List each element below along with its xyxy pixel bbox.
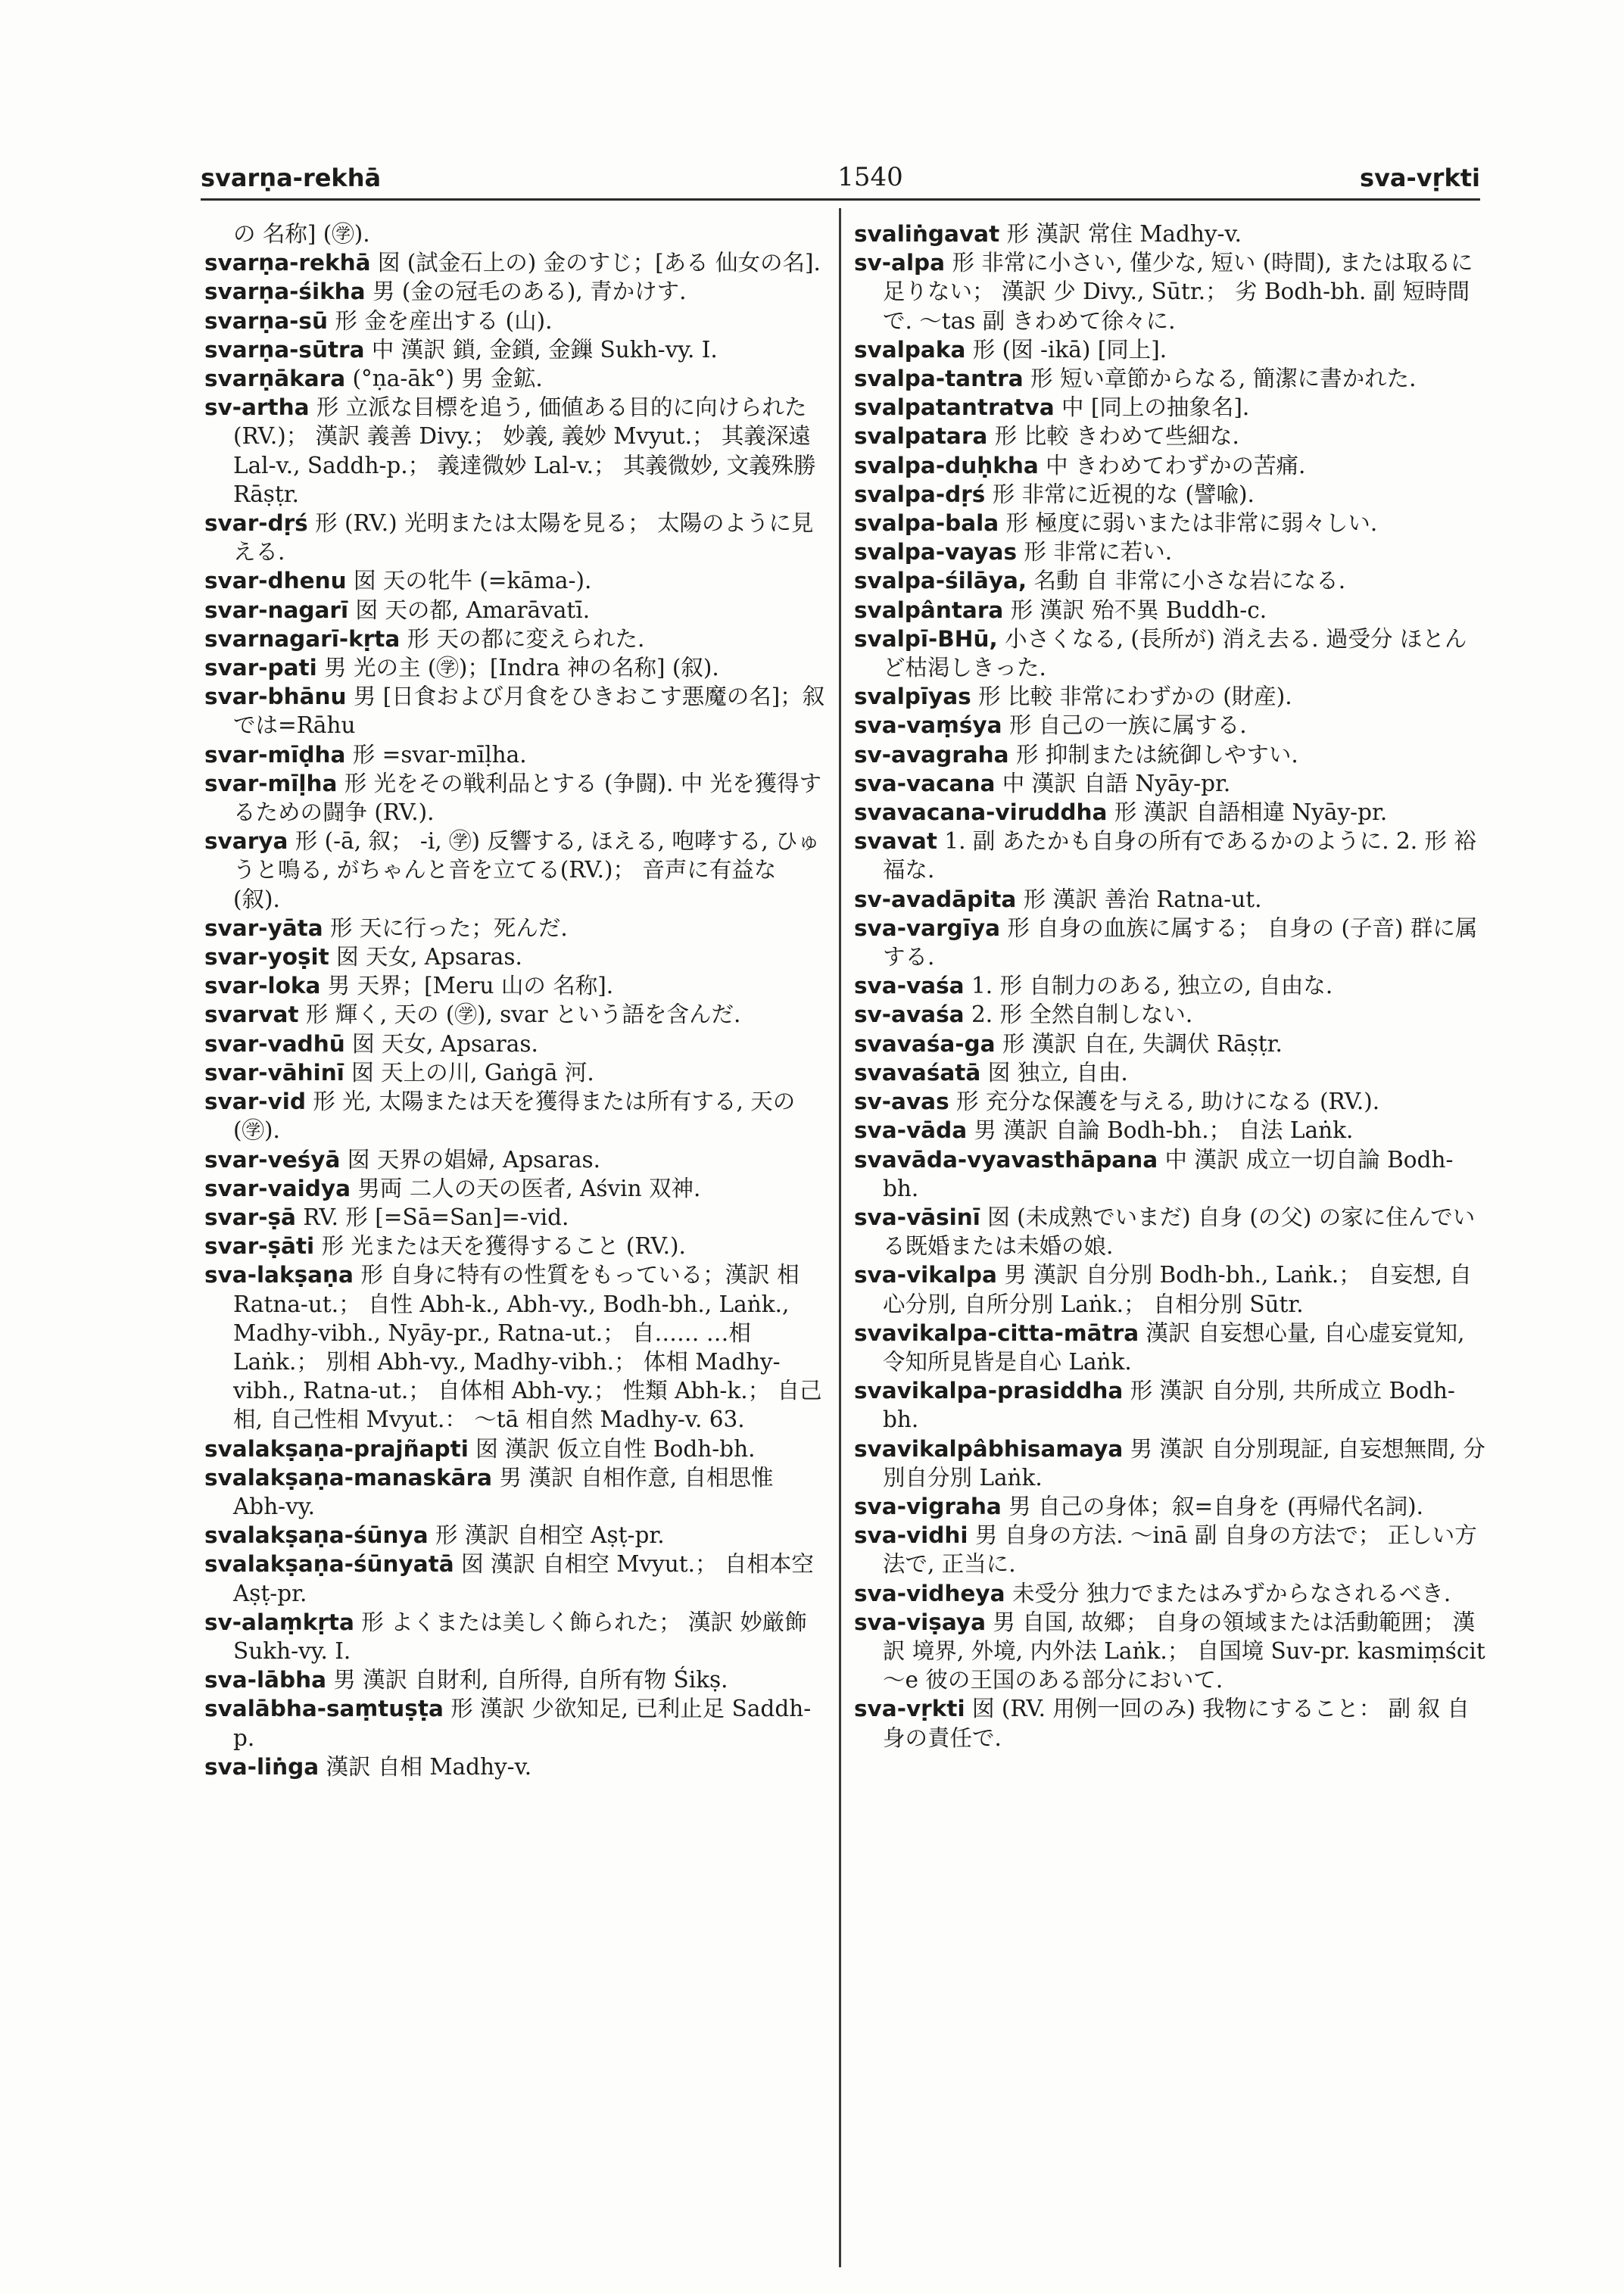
dictionary-entry: [204, 827, 825, 914]
dictionary-entry: [854, 625, 1486, 682]
dictionary-entry: [854, 1116, 1486, 1145]
dictionary-entry: [204, 335, 825, 364]
entry-definition: 囡 天女, Apsaras.: [352, 1030, 538, 1057]
dictionary-entry: [204, 248, 825, 277]
entry-headword: svavikalpa-citta-mātra: [854, 1319, 1139, 1346]
entry-definition: 形 (囡 -ikā) [同上].: [972, 336, 1167, 363]
dictionary-entry: [204, 1521, 825, 1550]
dictionary-entry: [854, 509, 1486, 537]
entry-headword: sva-lakṣaṇa: [204, 1262, 354, 1288]
entry-headword: svavaśa-ga: [854, 1030, 996, 1057]
entry-definition: 男 漢訳 自相作意, 自相思惟 Abh-vy.: [233, 1464, 774, 1519]
dictionary-entry: [854, 566, 1486, 595]
entry-headword: svarṇākara: [204, 366, 346, 392]
entry-definition: 男 漢訳 自論 Bodh-bh.； 自法 Laṅk.: [974, 1117, 1354, 1144]
entry-definition: 形 天の都に変えられた.: [407, 625, 645, 652]
entry-headword: sv-avas: [854, 1089, 949, 1115]
entry-definition: 囡 天女, Apsaras.: [336, 944, 522, 970]
dictionary-entry: [204, 1435, 825, 1463]
entry-headword: svalpaka: [854, 336, 966, 363]
entry-definition: 男 [日食および月食をひきおこす悪魔の名]；叙 では=Rāhu: [233, 684, 825, 739]
entry-definition: 囡 漢訳 自相空 Mvyut.； 自相本空 Aṣṭ-pr.: [233, 1551, 814, 1606]
entry-definition: 1. 副 あたかも自身の所有であるかのように. 2. 形 裕福な.: [883, 828, 1476, 883]
entry-definition: 中 漢訳 成立一切自論 Bodh-bh.: [883, 1146, 1454, 1201]
entry-definition: 男 (金の冠毛のある), 青かけす.: [372, 279, 687, 305]
entry-headword: svavat: [854, 828, 937, 855]
entry-definition: 形 漢訳 自分別, 共所成立 Bodh-bh.: [883, 1378, 1455, 1433]
dictionary-entry: [204, 740, 825, 769]
entry-definition: RV. 形 [=Sā=San]=-vid.: [303, 1204, 569, 1230]
entry-definition: 形 (-ā, 叙； -i, ㊫) 反響する, ほえる, 咆哮する, ひゅうと鳴る, がちゃんと音を立てる(RV.)； 音声に有益な (叙).: [233, 828, 821, 912]
entry-definition: 形 光, 太陽または天を獲得または所有する, 天の (㊫).: [233, 1089, 796, 1144]
dictionary-entry: [854, 1521, 1486, 1578]
dictionary-entry: [854, 827, 1486, 884]
dictionary-entry: [854, 451, 1486, 480]
entry-definition: 囡 天界の娼婦, Apsaras.: [347, 1146, 601, 1173]
entry-headword: sva-vigraha: [854, 1493, 1002, 1519]
dictionary-entry: [854, 1492, 1486, 1521]
entry-headword: svalakṣaṇa-śūnya: [204, 1522, 429, 1549]
entry-headword: svarya: [204, 828, 288, 855]
entry-definition: 囡 (試金石上の) 金のすじ；[ある 仙女の名].: [377, 250, 821, 276]
entry-definition: 形 極度に弱いまたは非常に弱々しい.: [1005, 510, 1378, 537]
entry-headword: sva-vāda: [854, 1117, 968, 1144]
dictionary-entry: [204, 625, 825, 653]
entry-definition: 1. 形 自制力のある, 独立の, 自由な.: [971, 973, 1333, 999]
entry-headword: sva-viṣaya: [854, 1609, 986, 1635]
entry-headword: svar-vadhū: [204, 1030, 345, 1057]
entry-headword: svar-ṣāti: [204, 1233, 315, 1260]
dictionary-entry: [204, 653, 825, 682]
entry-definition: 形 抑制または統御しやすい.: [1015, 741, 1298, 768]
dictionary-entry: [204, 1752, 825, 1781]
entry-headword: svalpa-duḥkha: [854, 452, 1039, 478]
dictionary-entry: [204, 1145, 825, 1174]
dictionary-entry: [854, 711, 1486, 740]
dictionary-entry: [854, 914, 1486, 971]
dictionary-entry: [854, 1260, 1486, 1318]
entry-headword: svar-veśyā: [204, 1146, 341, 1173]
dictionary-entry: [204, 914, 825, 942]
entry-definition: 形 光をその戦利品とする (争闘). 中 光を獲得するための闘争 (RV.).: [233, 770, 822, 826]
entry-definition: 漢訳 自相 Madhy-v.: [326, 1753, 532, 1780]
entry-definition: 形 比較 非常にわずかの (財産).: [978, 684, 1292, 710]
entry-definition: の 名称] (㊫).: [233, 221, 370, 247]
dictionary-entry: [854, 1319, 1486, 1376]
entry-definition: 小さくなる, (長所が) 消え去る. 過受分 ほとんど枯渇しきった.: [883, 625, 1467, 681]
dictionary-entry: [854, 885, 1486, 914]
dictionary-entry: [204, 682, 825, 740]
entry-headword: sv-avaśa: [854, 1002, 965, 1028]
entry-definition: 囡 漢訳 仮立自性 Bodh-bh.: [475, 1435, 756, 1462]
dictionary-entry: [204, 220, 825, 248]
entry-definition: 男 光の主 (㊫)；[Indra 神の名称] (叙).: [324, 655, 719, 681]
entry-headword: svavāda-vyavasthāpana: [854, 1146, 1158, 1173]
entry-headword: svalakṣaṇa-śūnyatā: [204, 1551, 454, 1578]
entry-definition: 男 自己の身体；叙=自身を (再帰代名詞).: [1008, 1493, 1424, 1519]
entry-headword: sv-alaṃkṛta: [204, 1609, 354, 1635]
right-column: [854, 220, 1486, 1752]
dictionary-entry: [204, 364, 825, 393]
entry-definition: 囡 天の牝牛 (=kāma-).: [354, 568, 592, 594]
dictionary-entry: [854, 1087, 1486, 1116]
entry-headword: sva-vacana: [854, 770, 996, 796]
entry-headword: svalpântara: [854, 597, 1004, 623]
dictionary-entry: [204, 1260, 825, 1434]
entry-headword: sva-vidhi: [854, 1522, 968, 1549]
page-number: 1540: [837, 162, 903, 192]
dictionary-entry: [854, 1376, 1486, 1434]
entry-headword: sva-vikalpa: [854, 1262, 997, 1288]
dictionary-entry: [204, 1000, 825, 1029]
entry-headword: sva-vāsinī: [854, 1204, 980, 1230]
left-column: [204, 220, 825, 1781]
dictionary-entry: [854, 393, 1486, 422]
entry-definition: 中 きわめてわずかの苦痛.: [1046, 452, 1306, 478]
dictionary-entry: [854, 740, 1486, 769]
entry-definition: 漢訳 自妄想心量, 自心虚妄覚知, 令知所見皆是自心 Laṅk.: [883, 1319, 1465, 1375]
dictionary-entry: [204, 393, 825, 509]
entry-definition: 形 輝く, 天の (㊫), svar という語を含んだ.: [305, 1002, 741, 1028]
dictionary-entry: [204, 277, 825, 306]
entry-definition: 囡 (RV. 用例一回のみ) 我物にすること： 副 叙 自身の責任で.: [883, 1696, 1470, 1751]
entry-definition: 中 漢訳 自語 Nyāy-pr.: [1002, 770, 1231, 796]
dictionary-entry: [204, 1232, 825, 1260]
entry-definition: 男 自国, 故郷； 自身の領域または活動範囲； 漢訳 境界, 外境, 内外法 Laṅk.； 自国境 Suv-pr. kasmiṃścit ～e 彼の王国のある部分において.: [883, 1609, 1485, 1693]
entry-definition: 形 充分な保護を与える, 助けになる (RV.).: [956, 1089, 1380, 1115]
dictionary-entry: [204, 1694, 825, 1752]
entry-definition: 中 [同上の抽象名].: [1061, 394, 1250, 421]
entry-headword: svalakṣaṇa-manaskāra: [204, 1464, 493, 1491]
entry-headword: sv-alpa: [854, 250, 946, 276]
entry-headword: svarṇa-sūtra: [204, 336, 365, 363]
entry-headword: svalakṣaṇa-prajñapti: [204, 1435, 469, 1462]
dictionary-entry: [204, 942, 825, 971]
entry-headword: svar-nagarī: [204, 597, 349, 623]
entry-headword: svavikalpâbhisamaya: [854, 1435, 1124, 1462]
entry-definition: 形 漢訳 常住 Madhy-v.: [1006, 221, 1242, 247]
entry-definition: 形 漢訳 殆不異 Buddh-c.: [1010, 597, 1267, 623]
entry-headword: svavaśatā: [854, 1059, 981, 1086]
entry-definition: 男 漢訳 自分別 Bodh-bh., Laṅk.； 自妄想, 自心分別, 自所分別 Laṅk.； 自相分別 Sūtr.: [883, 1262, 1472, 1317]
entry-definition: 囡 独立, 自由.: [987, 1059, 1128, 1086]
dictionary-entry: [204, 509, 825, 566]
entry-headword: sv-artha: [204, 394, 310, 421]
entry-definition: 囡 (未成熟でいまだ) 自身 (の父) の家に住んでいる既婚または未婚の娘.: [883, 1204, 1476, 1260]
entry-headword: sva-vidheya: [854, 1580, 1005, 1606]
entry-headword: sv-avadāpita: [854, 886, 1017, 912]
entry-headword: svarvat: [204, 1002, 299, 1028]
entry-headword: svar-mīḍha: [204, 741, 346, 768]
entry-headword: svarṇa-sū: [204, 307, 328, 334]
entry-definition: 形 (RV.) 光明または太陽を見る； 太陽のように見える.: [233, 510, 814, 565]
entry-headword: svalpa-tantra: [854, 366, 1024, 392]
entry-headword: sva-vṛkti: [854, 1696, 965, 1722]
dictionary-entry: [854, 1145, 1486, 1203]
entry-headword: svar-dhenu: [204, 568, 347, 594]
entry-definition: (°ṇa-āk°) 男 金鉱.: [352, 366, 543, 392]
dictionary-entry: [854, 1579, 1486, 1608]
entry-definition: 形 漢訳 少欲知足, 已利止足 Saddh-p.: [233, 1696, 812, 1751]
entry-definition: 形 非常に近視的な (譬喩).: [992, 481, 1255, 507]
entry-headword: svavikalpa-prasiddha: [854, 1378, 1124, 1404]
entry-headword: svar-dṛś: [204, 510, 308, 537]
entry-headword: svalpa-vayas: [854, 539, 1017, 565]
entry-headword: sva-liṅga: [204, 1753, 320, 1780]
entry-headword: svalābha-saṃtuṣṭa: [204, 1696, 444, 1722]
dictionary-entry: [854, 1435, 1486, 1492]
entry-headword: svavacana-viruddha: [854, 799, 1108, 826]
entry-definition: 男 漢訳 自財利, 自所得, 自所有物 Śikṣ.: [333, 1667, 728, 1693]
dictionary-entry: [854, 220, 1486, 248]
entry-definition: 男 自身の方法. ～inā 副 自身の方法で； 正しい方法で, 正当に.: [883, 1522, 1477, 1578]
entry-definition: 形 光または天を獲得すること (RV.).: [321, 1233, 686, 1260]
entry-headword: svarnagarī-kṛta: [204, 625, 401, 652]
dictionary-entry: [204, 1608, 825, 1665]
entry-headword: svar-bhānu: [204, 684, 347, 710]
entry-headword: svalpa-śilāya,: [854, 568, 1027, 594]
entry-definition: 形 短い章節からなる, 簡潔に書かれた.: [1030, 366, 1417, 392]
dictionary-entry: [854, 971, 1486, 1000]
page-header: [201, 148, 1480, 201]
dictionary-entry: [854, 1203, 1486, 1260]
entry-headword: sva-vargīya: [854, 914, 1000, 941]
entry-headword: svar-vāhinī: [204, 1059, 344, 1086]
dictionary-entry: [204, 1550, 825, 1607]
dictionary-entry: [854, 798, 1486, 827]
dictionary-entry: [204, 1058, 825, 1087]
entry-definition: 中 漢訳 鎖, 金鎖, 金鏁 Sukh-vy. I.: [371, 336, 718, 363]
entry-definition: 形 漢訳 自在, 失調伏 Rāṣṭr.: [1002, 1030, 1283, 1057]
right-running-headword: sva-vṛkti: [1360, 164, 1480, 192]
entry-headword: sva-vaśa: [854, 973, 965, 999]
entry-definition: 形 非常に小さい, 僅少な, 短い (時間), または取るに足りない； 漢訳 少 Divy., Sūtr.； 劣 Bodh-bh. 副 短時間で. ～tas 副 きわめて徐々に.: [883, 250, 1473, 334]
entry-headword: sv-avagraha: [854, 741, 1009, 768]
entry-headword: svar-vid: [204, 1089, 306, 1115]
entry-definition: 名動 自 非常に小さな岩になる.: [1033, 568, 1346, 594]
dictionary-entry: [204, 1087, 825, 1145]
dictionary-entry: [854, 1058, 1486, 1087]
dictionary-entry: [854, 422, 1486, 450]
dictionary-entry: [204, 566, 825, 595]
entry-headword: svaliṅgavat: [854, 221, 1000, 247]
entry-definition: 囡 天上の川, Gaṅgā 河.: [351, 1059, 594, 1086]
entry-definition: 男 漢訳 自分別現証, 自妄想無間, 分別自分別 Laṅk.: [883, 1435, 1485, 1491]
entry-headword: svalpatantratva: [854, 394, 1055, 421]
entry-headword: svalpa-dṛś: [854, 481, 986, 507]
dictionary-entry: [204, 1203, 825, 1232]
dictionary-entry: [854, 769, 1486, 798]
entry-headword: svalpī-BHū,: [854, 625, 998, 652]
entry-headword: svarṇa-śikha: [204, 279, 366, 305]
dictionary-entry: [204, 1030, 825, 1058]
dictionary-entry: [854, 335, 1486, 364]
entry-definition: 形 立派な目標を追う, 価値ある目的に向けられた (RV.)； 漢訳 義善 Divy.； 妙義, 義妙 Mvyut.； 其義深遠 Lal-v., Saddh-p.； 義達微妙 Lal-v.； 其義微妙, 文義殊勝 Rāṣṭr.: [233, 394, 816, 507]
entry-definition: 2. 形 全然自制しない.: [971, 1002, 1193, 1028]
entry-definition: 形 自身に特有の性質をもっている；漢訳 相 Ratna-ut.； 自性 Abh-k., Abh-vy., Bodh-bh., Laṅk., Madhy-vibh., Nyāy-pr., Ratna-ut.； 自…… …相 Laṅk.； 別相 Abh-vy., Madhy-vibh.； 体相 Madhy-vibh., Ratna-ut.； 自体相 Abh-vy.； 性類 Abh-k.； 自己相, 自己性相 Mvyut.： ～tā 相自然 Madhy-v. 63.: [233, 1262, 822, 1433]
dictionary-entry: [854, 480, 1486, 509]
entry-headword: svarṇa-rekhā: [204, 250, 371, 276]
entry-definition: 形 自己の一族に属する.: [1008, 712, 1247, 739]
entry-definition: 形 よくまたは美しく飾られた； 漢訳 妙厳飾 Sukh-vy. I.: [233, 1609, 807, 1664]
dictionary-entry: [204, 1665, 825, 1694]
dictionary-entry: [204, 1463, 825, 1521]
entry-headword: svalpīyas: [854, 684, 971, 710]
entry-definition: 未受分 独力でまたはみずからなされるべき.: [1011, 1580, 1451, 1606]
entry-definition: 形 比較 きわめて些細な.: [994, 423, 1239, 450]
entry-definition: 形 漢訳 善治 Ratna-ut.: [1023, 886, 1262, 912]
entry-definition: 形 漢訳 自相空 Aṣṭ-pr.: [435, 1522, 665, 1549]
dictionary-entry: [854, 248, 1486, 335]
entry-headword: svar-mīḷha: [204, 770, 338, 796]
left-running-headword: svarṇa-rekhā: [201, 164, 382, 192]
entry-definition: 形 天に行った；死んだ.: [330, 914, 568, 941]
dictionary-entry: [854, 364, 1486, 393]
dictionary-entry: [204, 769, 825, 827]
entry-headword: sva-vaṃśya: [854, 712, 1002, 739]
dictionary-entry: [204, 971, 825, 1000]
entry-headword: sva-lābha: [204, 1667, 326, 1693]
dictionary-entry: [854, 1694, 1486, 1752]
dictionary-entry: [854, 682, 1486, 711]
entry-definition: 男 天界；[Meru 山の 名称].: [327, 973, 614, 999]
column-divider: [839, 208, 841, 2267]
entry-headword: svalpatara: [854, 423, 988, 450]
entry-headword: svar-loka: [204, 973, 321, 999]
entry-definition: 形 =svar-mīḷha.: [352, 741, 527, 768]
entry-definition: 形 金を産出する (山).: [335, 307, 553, 334]
dictionary-entry: [854, 1000, 1486, 1029]
entry-definition: 形 自身の血族に属する； 自身の (子音) 群に属する.: [883, 914, 1478, 970]
dictionary-entry: [204, 1174, 825, 1203]
entry-headword: svar-pati: [204, 655, 317, 681]
entry-headword: svalpa-bala: [854, 510, 999, 537]
dictionary-entry: [204, 307, 825, 335]
entry-definition: 囡 天の都, Amarāvatī.: [355, 597, 591, 623]
dictionary-entry: [854, 596, 1486, 625]
dictionary-entry: [854, 1030, 1486, 1058]
dictionary-entry: [854, 1608, 1486, 1695]
entry-definition: 形 漢訳 自語相違 Nyāy-pr.: [1114, 799, 1388, 826]
entry-definition: 男両 二人の天の医者, Aśvin 双神.: [357, 1175, 701, 1201]
entry-headword: svar-vaidya: [204, 1175, 351, 1201]
entry-headword: svar-ṣā: [204, 1204, 296, 1230]
entry-headword: svar-yoṣit: [204, 944, 329, 970]
entry-definition: 形 非常に若い.: [1024, 539, 1173, 565]
dictionary-entry: [204, 596, 825, 625]
dictionary-entry: [854, 537, 1486, 566]
entry-headword: svar-yāta: [204, 914, 323, 941]
